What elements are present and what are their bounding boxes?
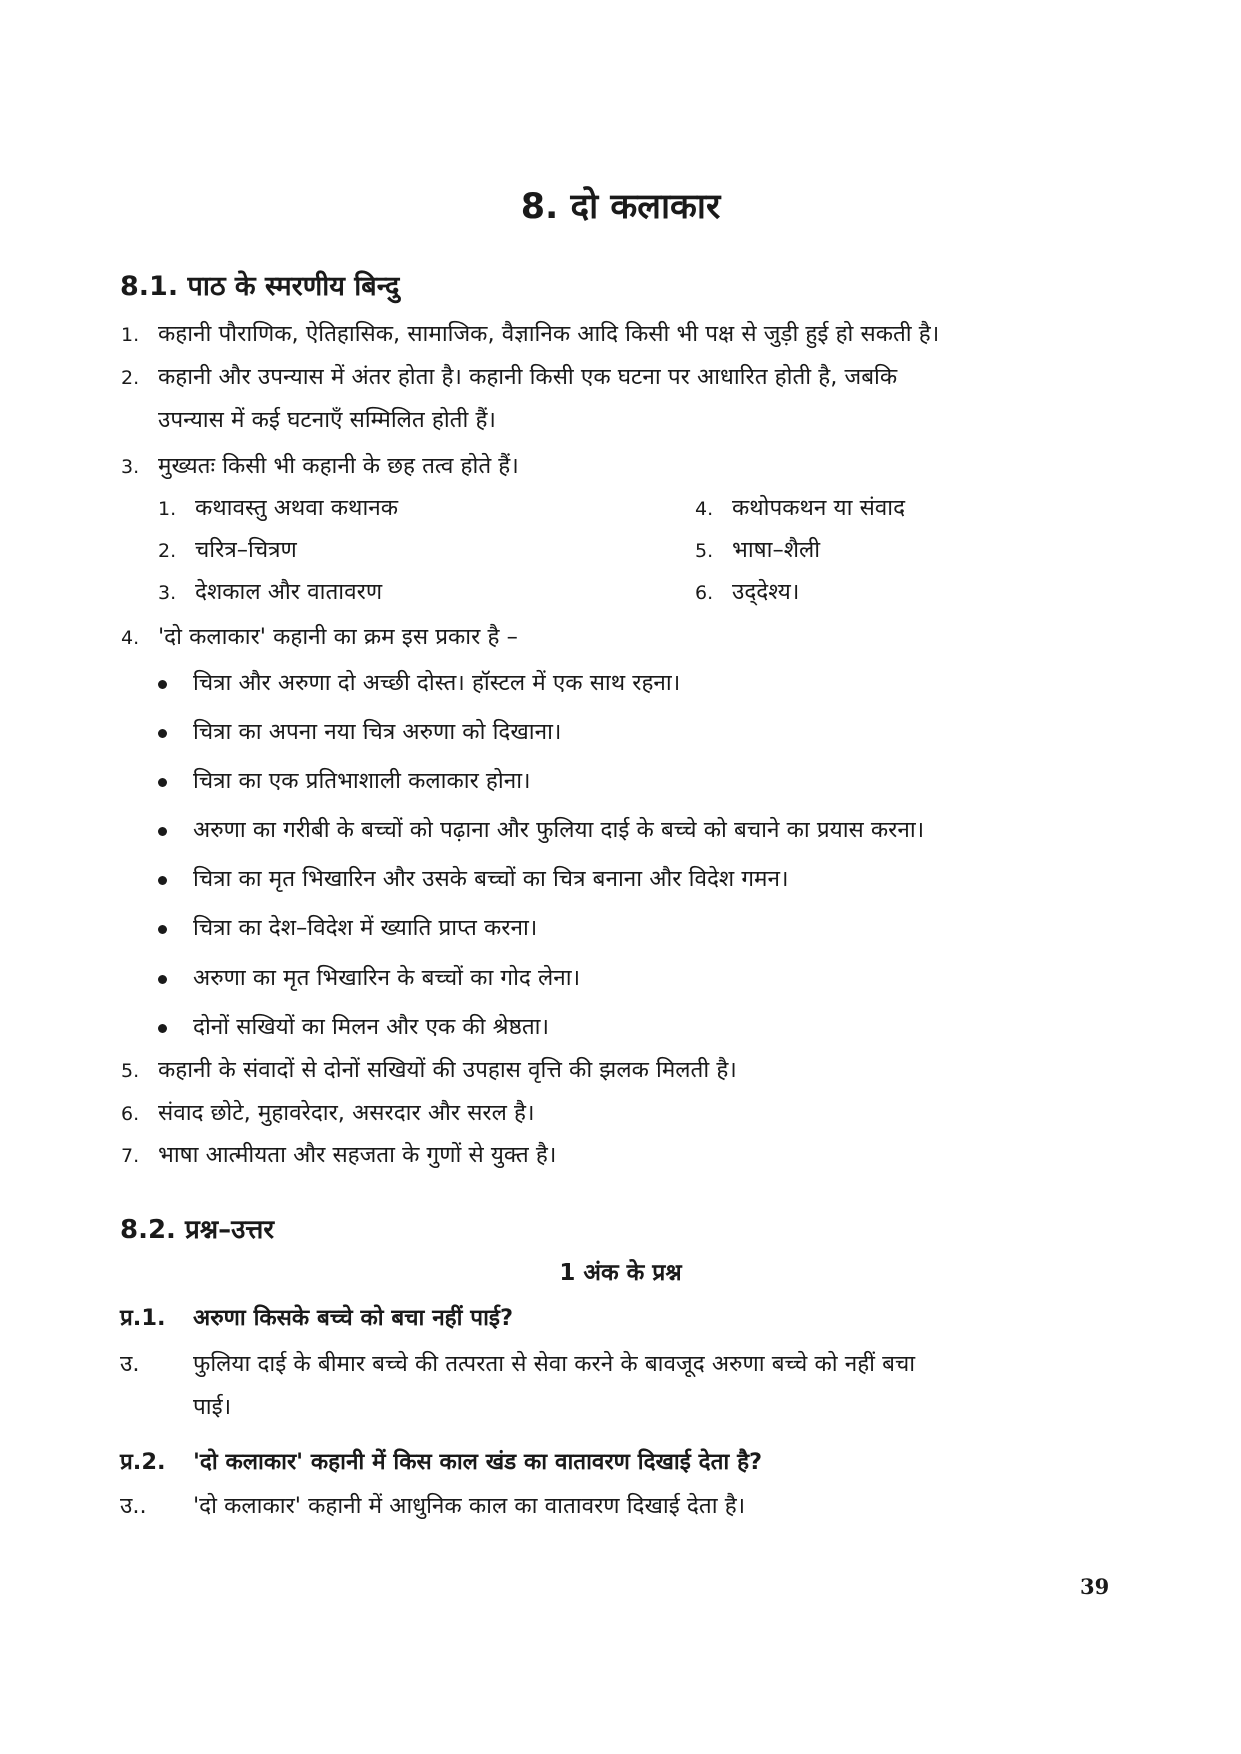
bullet-text: चित्रा का अपना नया चित्र अरुणा को दिखाना।	[193, 719, 562, 745]
bullet-icon	[158, 827, 167, 836]
element-text: कथोपकथन या संवाद	[732, 495, 906, 521]
item-text: संवाद छोटे, मुहावरेदार, असरदार और सरल है।	[158, 1100, 535, 1126]
bullet-icon	[158, 729, 167, 738]
element-text: देशकाल और वातावरण	[195, 579, 383, 605]
bullet-text: चित्रा और अरुणा दो अच्छी दोस्त। हॉस्टल में एक साथ रहना।	[193, 670, 681, 696]
answer-text-continued: पाई।	[193, 1394, 232, 1420]
page-number: 39	[1080, 1574, 1110, 1599]
element-number: 2.	[158, 540, 177, 562]
item-number: 5.	[121, 1060, 140, 1082]
bullet-icon	[158, 1024, 167, 1033]
item-text: 'दो कलाकार' कहानी का क्रम इस प्रकार है –	[158, 624, 518, 650]
bullet-icon	[158, 680, 167, 689]
bullet-icon	[158, 876, 167, 885]
element-number: 6.	[695, 582, 714, 604]
answer-label: उ.	[120, 1351, 140, 1377]
item-text: कहानी पौराणिक, ऐतिहासिक, सामाजिक, वैज्ञानिक आदि किसी भी पक्ष से जुड़ी हुई हो सकती है।	[158, 321, 940, 347]
element-text: भाषा–शैली	[732, 537, 821, 563]
element-number: 5.	[695, 540, 714, 562]
item-number: 3.	[121, 456, 140, 478]
item-text: भाषा आत्मीयता और सहजता के गुणों से युक्त है।	[158, 1142, 557, 1168]
bullet-text: चित्रा का मृत भिखारिन और उसके बच्चों का चित्र बनाना और विदेश गमन।	[193, 866, 789, 892]
answer-text: फुलिया दाई के बीमार बच्चे की तत्परता से सेवा करने के बावजूद अरुणा बच्चे को नहीं बचा	[193, 1351, 916, 1377]
element-number: 3.	[158, 582, 177, 604]
subheading-one-mark-questions: 1 अंक के प्रश्न	[559, 1260, 682, 1286]
item-number: 2.	[121, 367, 140, 389]
bullet-text: चित्रा का एक प्रतिभाशाली कलाकार होना।	[193, 768, 531, 794]
bullet-text: चित्रा का देश–विदेश में ख्याति प्राप्त करना।	[193, 915, 538, 941]
item-number: 1.	[121, 324, 140, 346]
bullet-icon	[158, 975, 167, 984]
element-number: 1.	[158, 498, 177, 520]
section-heading-question-answer: 8.2. प्रश्न–उत्तर	[120, 1215, 275, 1245]
question-label: प्र.2.	[120, 1449, 166, 1475]
bullet-icon	[158, 925, 167, 934]
item-text-continued: उपन्यास में कई घटनाएँ सम्मिलित होती हैं।	[158, 407, 496, 433]
chapter-title: 8. दो कलाकार	[520, 187, 721, 227]
answer-label: उ..	[120, 1493, 147, 1519]
item-text: कहानी के संवादों से दोनों सखियों की उपहास वृत्ति की झलक मिलती है।	[158, 1057, 737, 1083]
bullet-icon	[158, 778, 167, 787]
question-label: प्र.1.	[120, 1305, 166, 1331]
section-heading-memorable-points: 8.1. पाठ के स्मरणीय बिन्दु	[120, 271, 400, 302]
element-text: उद्‌देश्य।	[732, 579, 800, 605]
element-text: कथावस्तु अथवा कथानक	[195, 495, 399, 521]
bullet-text: अरुणा का गरीबी के बच्चों को पढ़ाना और फुलिया दाई के बच्चे को बचाने का प्रयास करना।	[193, 817, 925, 843]
bullet-text: अरुणा का मृत भिखारिन के बच्चों का गोद लेना।	[193, 965, 581, 991]
element-text: चरित्र–चित्रण	[195, 537, 297, 563]
bullet-text: दोनों सखियों का मिलन और एक की श्रेष्ठता।	[193, 1014, 550, 1040]
item-text: कहानी और उपन्यास में अंतर होता है। कहानी किसी एक घटना पर आधारित होती है, जबकि	[158, 364, 898, 390]
item-number: 6.	[121, 1103, 140, 1125]
question-text: 'दो कलाकार' कहानी में किस काल खंड का वातावरण दिखाई देता है?	[193, 1449, 763, 1475]
element-number: 4.	[695, 498, 714, 520]
item-number: 4.	[121, 627, 140, 649]
item-text: मुख्यतः किसी भी कहानी के छह तत्व होते हैं।	[158, 453, 519, 479]
answer-text: 'दो कलाकार' कहानी में आधुनिक काल का वातावरण दिखाई देता है।	[193, 1493, 746, 1519]
item-number: 7.	[121, 1145, 140, 1167]
question-text: अरुणा किसके बच्चे को बचा नहीं पाई?	[193, 1305, 513, 1331]
